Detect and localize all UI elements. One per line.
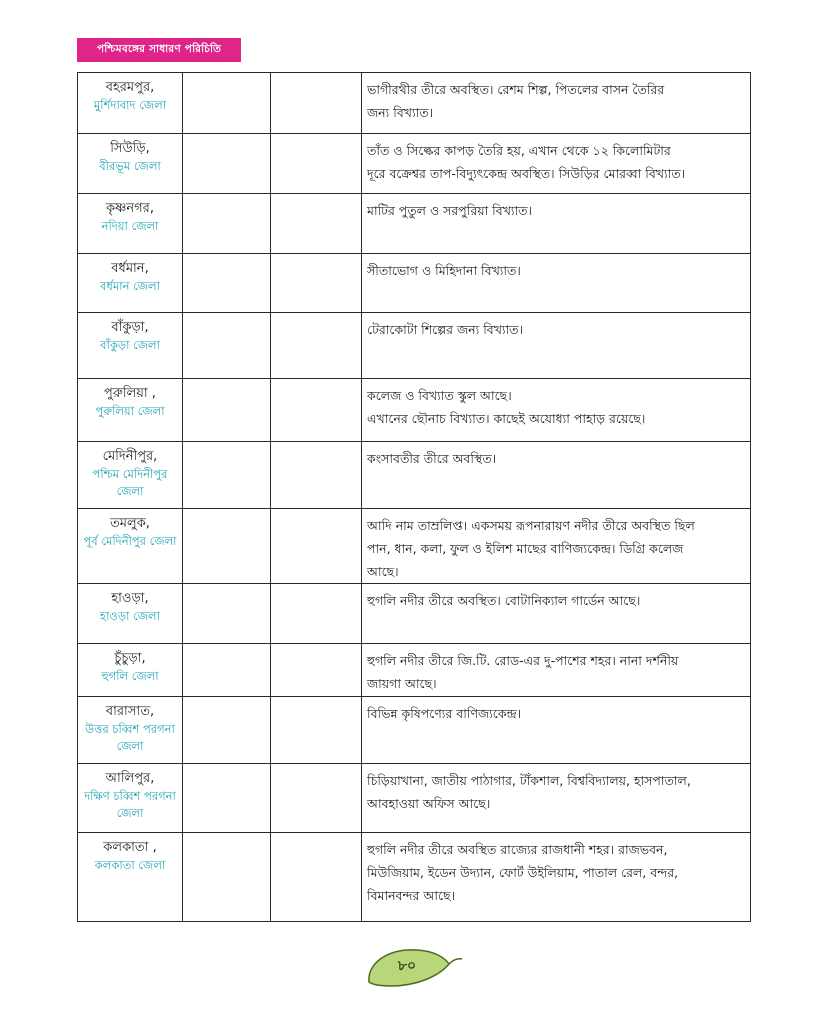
- place-cell: [78, 254, 183, 313]
- description-cell: [362, 313, 751, 379]
- table-row: [78, 194, 751, 254]
- description-line: জন্য বিখ্যাত।: [367, 105, 434, 120]
- description-line: দূরে বক্রেশ্বর তাপ-বিদ্যুৎকেন্দ্র অবস্থিত। সিউড়ির মোরব্বা বিখ্যাত।: [367, 166, 686, 181]
- city-name: হাওড়া,: [111, 591, 149, 606]
- description-line: টেরাকোটা শিল্পের জন্য বিখ্যাত।: [367, 322, 524, 337]
- district-name: কলকাতা জেলা: [94, 858, 166, 872]
- city-name: আলিপুর,: [105, 771, 155, 786]
- description-line: হুগলি নদীর তীরে অবস্থিত রাজ্যের রাজধানী শহর। রাজভবন,: [367, 842, 668, 857]
- description-line: আবহাওয়া অফিস আছে।: [367, 796, 491, 811]
- district-name: পূর্ব মেদিনীপুর জেলা: [83, 534, 177, 548]
- description-line: হুগলি নদীর তীরে অবস্থিত। বোটানিক্যাল গার্ডেন আছে।: [367, 593, 641, 608]
- table-row: [78, 254, 751, 313]
- place-cell: [78, 764, 183, 833]
- city-name: তমলুক,: [110, 516, 150, 531]
- table-row: [78, 644, 751, 697]
- blank-cell: [271, 254, 362, 313]
- description-line: বিভিন্ন কৃষিপণ্যের বাণিজ্যকেন্দ্র।: [367, 706, 522, 721]
- description-line: আছে।: [367, 564, 399, 579]
- district-name: পশ্চিম মেদিনীপুর জেলা: [92, 467, 168, 498]
- blank-cell: [271, 833, 362, 922]
- description-line: জায়গা আছে।: [367, 676, 437, 691]
- city-name: কৃষ্ণনগর,: [106, 201, 154, 216]
- district-name: নদিয়া জেলা: [101, 219, 159, 233]
- district-name: বীরভূম জেলা: [99, 159, 161, 173]
- blank-cell: [271, 313, 362, 379]
- place-cell: [78, 442, 183, 509]
- description-line: তাঁত ও সিল্কের কাপড় তৈরি হয়, এখান থেকে ১২ কিলোমিটার: [367, 143, 671, 158]
- blank-cell: [183, 379, 271, 442]
- place-cell: [78, 194, 183, 254]
- place-cell: [78, 73, 183, 134]
- blank-cell: [183, 194, 271, 254]
- blank-cell: [271, 644, 362, 697]
- description-cell: [362, 509, 751, 584]
- table-row: [78, 833, 751, 922]
- description-cell: [362, 254, 751, 313]
- description-line: হুগলি নদীর তীরে জি.টি. রোড-এর দু-পাশের শহর। নানা দর্শনীয়: [367, 653, 679, 668]
- blank-cell: [271, 134, 362, 194]
- description-cell: [362, 584, 751, 644]
- table-row: [78, 764, 751, 833]
- description-line: কলেজ ও বিখ্যাত স্কুল আছে।: [367, 388, 512, 403]
- description-line: সীতাভোগ ও মিহিদানা বিখ্যাত।: [367, 263, 521, 278]
- blank-cell: [183, 764, 271, 833]
- city-name: বহরমপুর,: [105, 80, 155, 95]
- district-name: পুরুলিয়া জেলা: [95, 404, 165, 418]
- city-name: কলকাতা ,: [103, 840, 157, 855]
- blank-cell: [271, 584, 362, 644]
- description-cell: [362, 194, 751, 254]
- city-name: পুরুলিয়া ,: [104, 386, 156, 401]
- description-line: বিমানবন্দর আছে।: [367, 888, 456, 903]
- section-title-tag: পশ্চিমবঙ্গের সাধারণ পরিচিতি: [77, 38, 241, 62]
- district-name: মুর্শিদাবাদ জেলা: [93, 98, 167, 112]
- blank-cell: [183, 442, 271, 509]
- blank-cell: [271, 697, 362, 764]
- description-line: ভাগীরথীর তীরে অবস্থিত। রেশম শিল্প, পিতলের বাসন তৈরির: [367, 82, 665, 97]
- description-line: কংসাবতীর তীরে অবস্থিত।: [367, 451, 497, 466]
- page-number: ৮০: [397, 958, 417, 974]
- blank-cell: [183, 254, 271, 313]
- table-row: [78, 134, 751, 194]
- district-name: হুগলি জেলা: [101, 669, 159, 683]
- blank-cell: [183, 584, 271, 644]
- place-cell: [78, 644, 183, 697]
- place-cell: [78, 379, 183, 442]
- description-line: পান, ধান, কলা, ফুল ও ইলিশ মাছের বাণিজ্যকেন্দ্র। ডিগ্রি কলেজ: [367, 541, 684, 556]
- place-cell: [78, 833, 183, 922]
- city-name: মেদিনীপুর,: [102, 449, 158, 464]
- description-line: আদি নাম তাম্রলিপ্ত। একসময় রূপনারায়ণ নদীর তীরে অবস্থিত ছিল: [367, 518, 695, 533]
- description-cell: [362, 764, 751, 833]
- city-name: বারাসাত,: [105, 704, 155, 719]
- district-name: হাওড়া জেলা: [100, 609, 160, 623]
- page-number-leaf: [365, 942, 465, 988]
- district-name: বাঁকুড়া জেলা: [100, 338, 160, 352]
- blank-cell: [183, 644, 271, 697]
- blank-cell: [183, 313, 271, 379]
- description-line: মিউজিয়াম, ইডেন উদ্যান, ফোর্ট উইলিয়াম, পাতাল রেল, বন্দর,: [367, 865, 679, 880]
- blank-cell: [271, 442, 362, 509]
- district-name: দক্ষিণ চব্বিশ পরগনা জেলা: [84, 789, 176, 820]
- place-cell: [78, 697, 183, 764]
- table-row: [78, 584, 751, 644]
- place-cell: [78, 313, 183, 379]
- description-cell: [362, 442, 751, 509]
- city-name: বর্ধমান,: [111, 261, 149, 276]
- place-cell: [78, 134, 183, 194]
- table-row: [78, 442, 751, 509]
- blank-cell: [271, 73, 362, 134]
- districts-table: [77, 72, 751, 922]
- table-row: [78, 509, 751, 584]
- blank-cell: [183, 509, 271, 584]
- table-row: [78, 313, 751, 379]
- district-name: উত্তর চব্বিশ পরগনা জেলা: [85, 722, 175, 753]
- place-cell: [78, 509, 183, 584]
- table-row: [78, 697, 751, 764]
- blank-cell: [271, 194, 362, 254]
- description-line: চিড়িয়াখানা, জাতীয় পাঠাগার, টাঁকশাল, বিশ্ববিদ্যালয়, হাসপাতাল,: [367, 773, 691, 788]
- blank-cell: [183, 697, 271, 764]
- city-name: সিউড়ি,: [110, 141, 150, 156]
- blank-cell: [271, 764, 362, 833]
- place-cell: [78, 584, 183, 644]
- city-name: বাঁকুড়া,: [111, 320, 149, 335]
- description-cell: [362, 644, 751, 697]
- blank-cell: [271, 379, 362, 442]
- description-cell: [362, 833, 751, 922]
- table-row: [78, 73, 751, 134]
- description-cell: [362, 134, 751, 194]
- description-line: মাটির পুতুল ও সরপুরিয়া বিখ্যাত।: [367, 203, 532, 218]
- district-name: বর্ধমান জেলা: [100, 279, 160, 293]
- blank-cell: [183, 833, 271, 922]
- city-name: চুঁচুড়া,: [114, 651, 146, 666]
- description-cell: [362, 379, 751, 442]
- blank-cell: [183, 73, 271, 134]
- blank-cell: [271, 509, 362, 584]
- description-line: এখানের ছৌনাচ বিখ্যাত। কাছেই অযোধ্যা পাহাড় রয়েছে।: [367, 411, 646, 426]
- description-cell: [362, 73, 751, 134]
- table-row: [78, 379, 751, 442]
- blank-cell: [183, 134, 271, 194]
- description-cell: [362, 697, 751, 764]
